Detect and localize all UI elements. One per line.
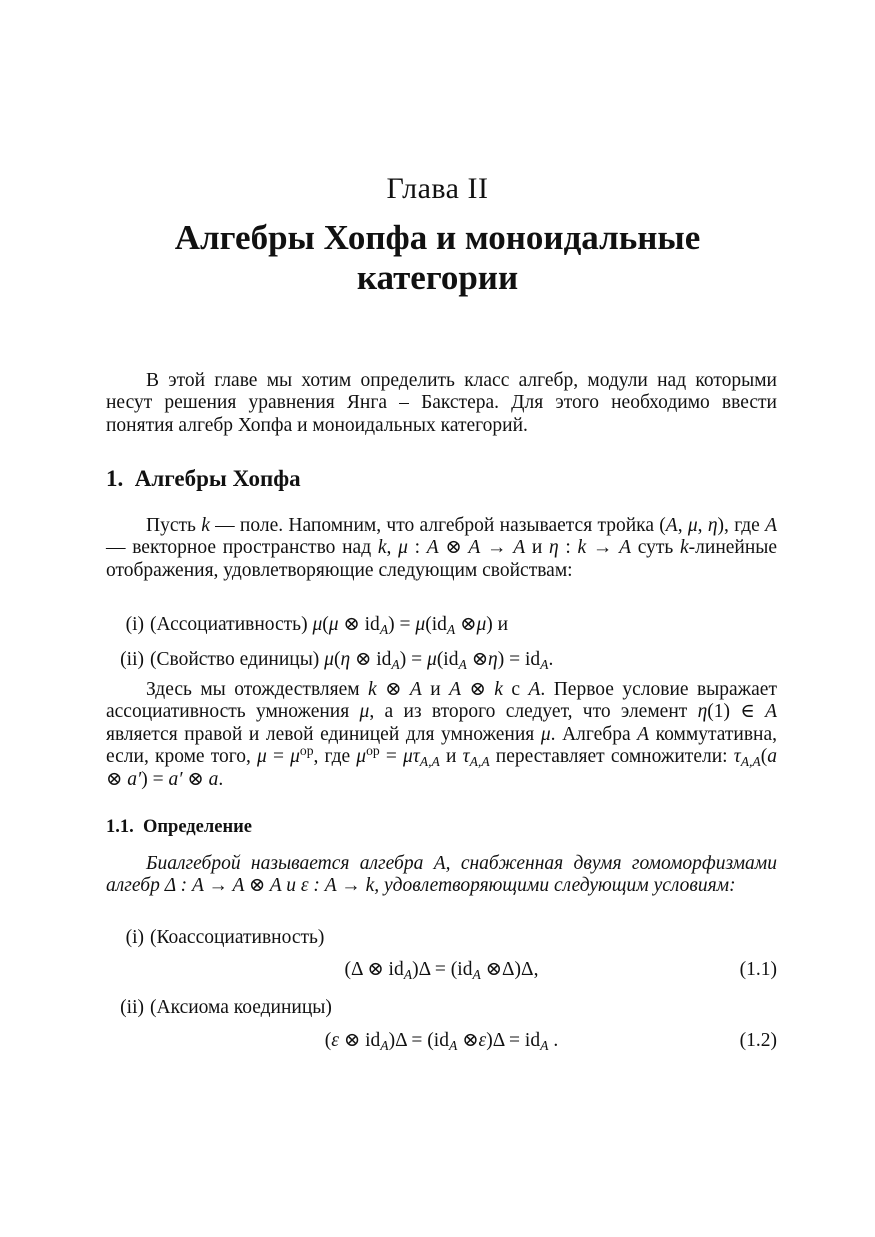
chapter-label: Глава II bbox=[386, 172, 489, 205]
equation-body: (ε ⊗ $id_A)\Delta = (id_A$ ⊗ε)Δ = $id_A$ . bbox=[324, 1030, 559, 1053]
list-item: (ii) (Свойство единицы) μ(η ⊗ $id_A) = \mu(id_A$ ⊗η) = $id_A$. bbox=[106, 649, 777, 671]
equation-body: (Δ ⊗ $id_A)\Delta = (id_A$ ⊗Δ)Δ, bbox=[344, 959, 539, 982]
subsection-name: Определение bbox=[143, 817, 252, 837]
equation-number: (1.2) bbox=[739, 1030, 777, 1051]
bialgebra-definition: Биалгеброй называется алгебра A, снабженная двумя гомоморфизмами алгебр Δ : A → A ⊗ A и ε : A → k, удовлетворяющими следующим условиям: bbox=[106, 853, 777, 897]
chapter-title-line2: категории bbox=[356, 258, 519, 297]
item-text: (Ассоциативность) bbox=[150, 614, 313, 635]
condition-text: (Аксиома коединицы) bbox=[150, 997, 332, 1018]
item-label: (ii) bbox=[120, 649, 144, 670]
subsection-title bbox=[106, 817, 252, 838]
item-text: (Свойство единицы) bbox=[150, 649, 325, 670]
condition-item bbox=[106, 927, 777, 949]
subsection-number: 1.1. bbox=[106, 817, 134, 837]
condition-label: (i) bbox=[125, 927, 144, 948]
equation-number: (1.1) bbox=[739, 959, 777, 980]
intro-paragraph: В этой главе мы хотим определить класс алгебр, модули над которыми несут решения уравнения Янга – Бакстера. Для этого необходимо ввести понятия алгебр Хопфа и моноидальных категорий. bbox=[106, 370, 777, 436]
chapter-title-line1: Алгебры Хопфа и моноидальные bbox=[174, 218, 701, 257]
condition-item bbox=[106, 997, 777, 1019]
section-number: 1. bbox=[106, 466, 124, 491]
section-title bbox=[106, 466, 301, 492]
item-label: (i) bbox=[125, 614, 144, 635]
chapter-title bbox=[60, 218, 815, 298]
condition-text: (Коассоциативность) bbox=[150, 927, 325, 948]
section-name: Алгебры Хопфа bbox=[134, 466, 301, 491]
algebra-definition-paragraph: Пусть k — поле. Напомним, что алгеброй называется тройка (A, μ, η), где A — векторное пространство над k, μ : A ⊗ A → A и η : k → A суть k-линейные отображения, удовлетворяющие следующим свойствам: bbox=[106, 515, 778, 581]
list-item: (i) (Ассоциативность) μ(μ ⊗ $id_A) = \mu(id_A$ ⊗μ) и bbox=[106, 614, 777, 636]
condition-label: (ii) bbox=[120, 997, 144, 1018]
commutativity-paragraph: Здесь мы отождествляем k ⊗ A и A ⊗ k с A. Первое условие выражает ассоциативность умножения μ, а из второго следует, что элемент η(1) ∈ A является правой и левой единицей для умножения μ. Алгебра A коммутативна, если, кроме того, $\mu = \mu^{op}$, где $\mu^{op} = \mu\tau_{A,A}$ и $\tau_{A,A}$ переставляет сомножители: $\tau_{A,A}(a$ ⊗ a′) = a′ ⊗ a. bbox=[106, 679, 778, 790]
